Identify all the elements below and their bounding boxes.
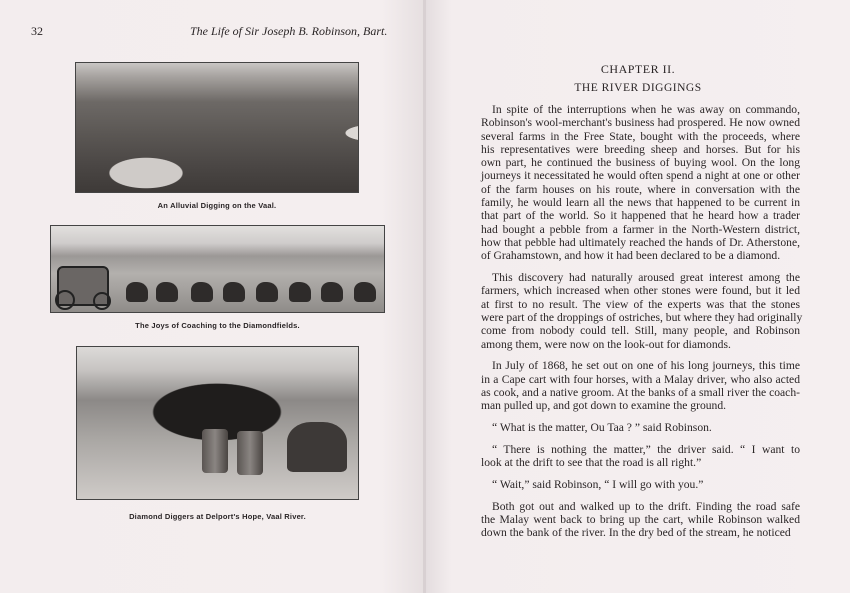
- page-number: 32: [31, 24, 43, 38]
- text-line: “ There is nothing the matter,” the driver said. “ I want to: [492, 442, 800, 456]
- figure-caption: Diamond Diggers at Delport's Hope, Vaal River.: [129, 512, 306, 521]
- text-line: had bought a pebble from a farmer in the North-Western district,: [481, 222, 800, 236]
- text-line: among them, were now on the look-out for diamonds.: [481, 337, 731, 351]
- text-line: how that pebble had ultimately reached the hands of Dr. Atherstone,: [481, 235, 800, 249]
- figure-caption: The Joys of Coaching to the Diamondfields.: [135, 321, 300, 330]
- figure-caption: An Alluvial Digging on the Vaal.: [157, 201, 277, 210]
- text-line: family, he would learn all the news that happened to be current in: [481, 196, 800, 210]
- text-line: In July of 1868, he set out on one of his long journeys, this time: [492, 359, 800, 373]
- text-line: Robinson's wool-merchant's business had prospered. He now owned: [481, 116, 800, 130]
- text-line: In spite of the interruptions when he was away on commando,: [492, 103, 800, 116]
- text-line: were part of the droppings of ostriches, but where they had originally: [481, 310, 803, 324]
- photo-diamond-diggers: [76, 346, 359, 500]
- text-line: Both got out and walked up to the drift. Finding the road safe: [492, 499, 800, 513]
- chapter-number: CHAPTER II.: [600, 62, 676, 76]
- text-line: several farms in the Free State, bought with the proceeds, where: [481, 129, 800, 143]
- text-line: of Grahamstown, and how it had been declared to be a diamond.: [481, 249, 781, 263]
- photo-coaching: [50, 225, 385, 313]
- text-line: look at the drift to see that the road is all right.”: [481, 456, 702, 470]
- running-head: The Life of Sir Joseph B. Robinson, Bart.: [190, 24, 388, 38]
- text-line: journeys it necessitated he would often spend a night at one or other: [481, 169, 800, 183]
- text-line: down the bank of the river. In the dry bed of the stream, he noticed: [481, 526, 791, 540]
- paragraph: [481, 500, 800, 540]
- text-line: the Malay went back to bring up the cart, while Robinson walked: [481, 513, 800, 527]
- text-line: man pulled up, and got down to examine the ground.: [481, 399, 727, 413]
- paragraph: [481, 478, 800, 491]
- chapter-body: [481, 103, 803, 548]
- text-line: come from nobody could tell. Still, many people, and Robinson: [481, 324, 800, 338]
- paragraph: [481, 443, 800, 470]
- paragraph: [481, 271, 803, 351]
- text-line: at first to no result. The view of the experts was that the stones: [481, 297, 800, 311]
- text-line: “ What is the matter, Ou Taa ? ” said Robinson.: [492, 421, 712, 435]
- photo-alluvial-digging: [75, 62, 359, 193]
- text-line: in a Cape cart with four horses, with a Malay driver, who also acted: [481, 372, 800, 386]
- paragraph: [481, 421, 800, 434]
- text-line: own part, he continued the business of buying wool. On the long: [481, 156, 800, 170]
- text-line: that part of the world. So it happened that he heard how a trader: [481, 209, 800, 223]
- text-line: farmers, which increased when other stones were found, but it led: [481, 284, 800, 298]
- paragraph: [481, 359, 800, 412]
- paragraph: [481, 103, 800, 263]
- text-line: This discovery had naturally aroused great interest among the: [492, 271, 800, 285]
- left-page: [0, 0, 424, 593]
- text-line: as cook, and a native groom. At the banks of a small river the coach-: [481, 385, 800, 399]
- text-line: “ Wait,” said Robinson, “ I will go with you.”: [492, 477, 704, 491]
- text-line: his representatives were breeding sheep and horses. But for his: [481, 142, 800, 156]
- chapter-title: THE RIVER DIGGINGS: [574, 82, 702, 94]
- text-line: of the farm houses on his route, where in conversation with the: [481, 182, 800, 196]
